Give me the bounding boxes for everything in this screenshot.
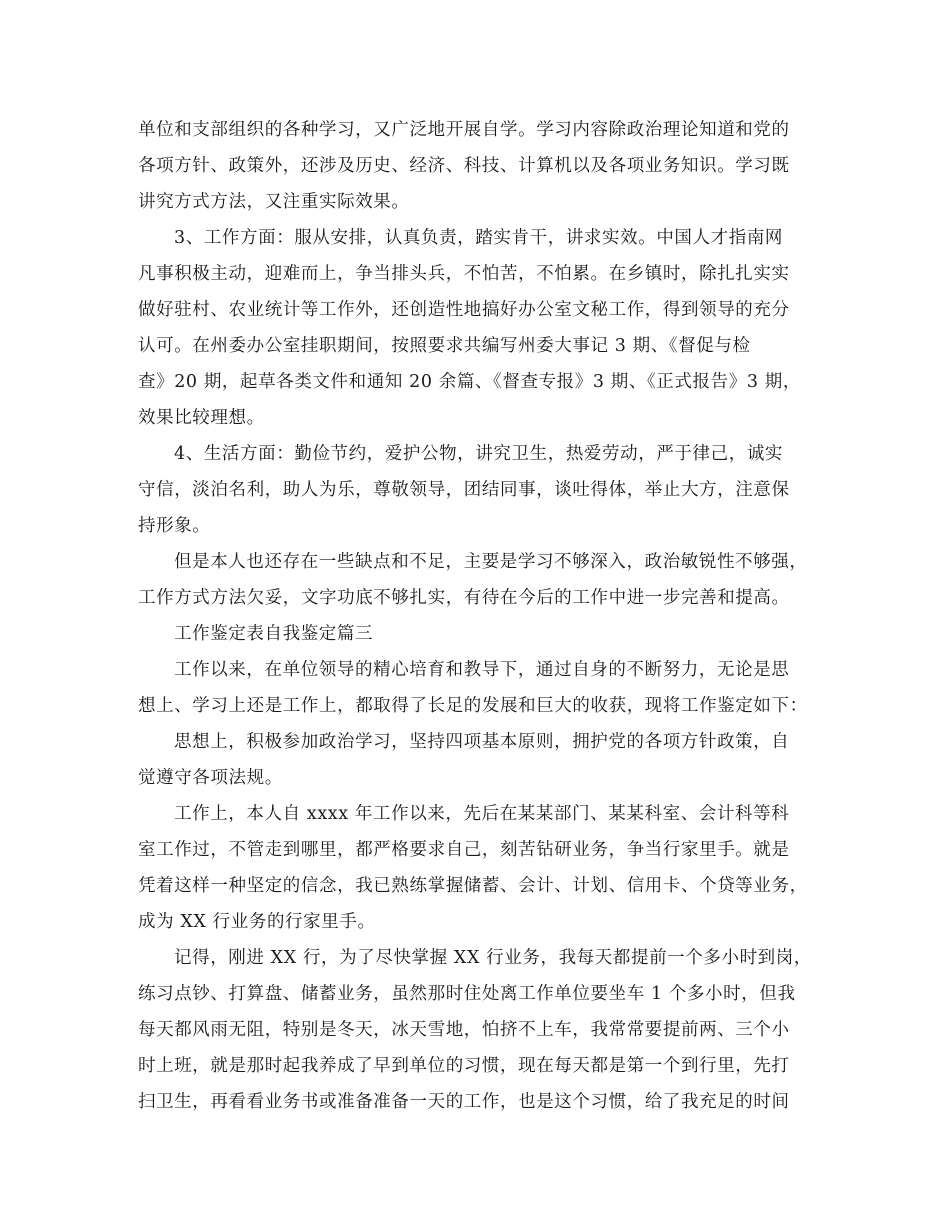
- text-line: 4、生活方面：勤俭节约，爱护公物，讲究卫生，热爱劳动，严于律己，诚实: [174, 444, 784, 464]
- text-line: 凭着这样一种坚定的信念，我已熟练掌握储蓄、会计、计划、信用卡、个贷等业务，: [138, 876, 808, 896]
- text-line: 思想上，积极参加政治学习，坚持四项基本原则，拥护党的各项方针政策，自: [174, 732, 790, 752]
- text-line: 记得，刚进 XX 行，为了尽快掌握 XX 行业务，我每天都提前一个多小时到岗，: [174, 948, 812, 968]
- text-line: 守信，淡泊名利，助人为乐，尊敬领导，团结同事，谈吐得体，举止大方，注意保: [138, 480, 790, 500]
- text-line: 工作上，本人自 xxxx 年工作以来，先后在某某部门、某某科室、会计科等科: [174, 804, 790, 824]
- text-line: 3、工作方面：服从安排，认真负责，踏实肯干，讲求实效。中国人才指南网: [174, 228, 784, 248]
- text-line: 觉遵守各项法规。: [138, 768, 283, 788]
- text-line: 认可。在州委办公室挂职期间，按照要求共编写州委大事记 3 期、《督促与检: [138, 336, 751, 356]
- text-line: 各项方针、政策外，还涉及历史、经济、科技、计算机以及各项业务知识。学习既: [138, 156, 790, 176]
- text-line: 单位和支部组织的各种学习，又广泛地开展自学。学习内容除政治理论知道和党的: [138, 120, 790, 140]
- text-line: 想上、学习上还是工作上，都取得了长足的发展和巨大的收获，现将工作鉴定如下：: [138, 696, 808, 716]
- text-line: 讲究方式方法，又注重实际效果。: [138, 192, 410, 212]
- text-line: 做好驻村、农业统计等工作外，还创造性地搞好办公室文秘工作，得到领导的充分: [138, 300, 790, 320]
- text-line: 凡事积极主动，迎难而上，争当排头兵，不怕苦，不怕累。在乡镇时，除扎扎实实: [138, 264, 790, 284]
- text-line: 时上班，就是那时起我养成了早到单位的习惯，现在每天都是第一个到行里，先打: [138, 1056, 790, 1076]
- text-line: 室工作过，不管走到哪里，都严格要求自己，刻苦钻研业务，争当行家里手。就是: [138, 840, 790, 860]
- text-line: 扫卫生，再看看业务书或准备准备一天的工作，也是这个习惯，给了我充足的时间: [138, 1092, 790, 1112]
- text-line: 查》20 期，起草各类文件和通知 20 余篇、《督查专报》3 期、《正式报告》3 期，: [138, 372, 801, 392]
- text-line: 工作方式方法欠妥，文字功底不够扎实，有待在今后的工作中进一步完善和提高。: [138, 588, 790, 608]
- section-heading: 工作鉴定表自我鉴定篇三: [174, 624, 374, 644]
- text-line: 但是本人也还存在一些缺点和不足，主要是学习不够深入，政治敏锐性不够强，: [174, 552, 808, 572]
- text-line: 每天都风雨无阻，特别是冬天，冰天雪地，怕挤不上车，我常常要提前两、三个小: [138, 1020, 790, 1040]
- text-line: 成为 XX 行业务的行家里手。: [138, 912, 376, 932]
- text-line: 效果比较理想。: [138, 408, 265, 428]
- text-line: 工作以来，在单位领导的精心培育和教导下，通过自身的不断努力，无论是思: [174, 660, 790, 680]
- text-line: 持形象。: [138, 516, 211, 536]
- text-line: 练习点钞、打算盘、储蓄业务，虽然那时住处离工作单位要坐车 1 个多小时，但我: [138, 984, 796, 1004]
